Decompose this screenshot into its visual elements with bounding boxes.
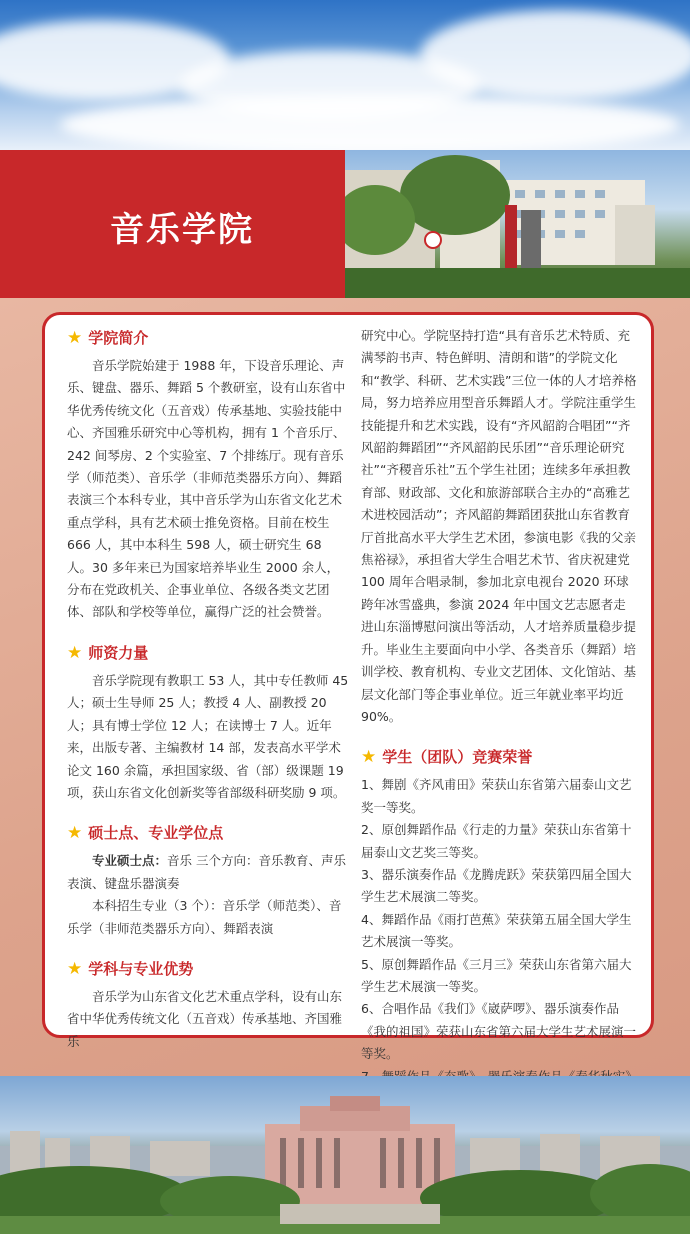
campus-panorama-photo — [0, 1076, 690, 1234]
section-title-advantages: ★ 学科与专业优势 — [67, 958, 194, 979]
campus-building-photo — [345, 150, 690, 298]
faculty-text: 音乐学院现有教职工 53 人，其中专任教师 45 人；硕士生导师 25 人；教授 4 人、副教授 20 人；具有博士学位 12 人；在读博士 7 人。近年来，出版专著、主编教材 14 部，发表高水平学术论文 160 余篇，承担国家级、省（部）级课题 19 项，获山东省文化创新奖等省部级科研奖励 9 项。 — [67, 672, 349, 800]
honor-item: 4、舞蹈作品《雨打芭蕉》荣获第五届全国大学生艺术展演一等奖。 — [361, 911, 632, 950]
advantages-text-right: 研究中心。学院坚持打造“具有音乐艺术特质、充满琴韵书声、特色鲜明、清朗和谐”的学院文化和“教学、科研、艺术实践”三位一体的人才培养格局，努力培养应用型音乐舞蹈人才。学院注重学生技能提升和艺术实践，设有“齐风韶韵合唱团”“齐风韶韵舞蹈团”“齐风韶韵民乐团”“音乐理论研究社”“齐稷音乐社”五个学生社团；连续多年承担教育部、财政部、文化和旅游部联合主办的“高雅艺术进校园活动”；齐风韶韵舞蹈团获批山东省教育厅首批高水平大学生艺术团，参演电影《我的父亲焦裕禄》，承担省大学生合唱艺术节、省庆祝建党 100 周年合唱录制，参加北京电视台 2020 环球跨年冰雪盛典，参演 2024 年中国文艺志愿者走进山东淄博慰问演出等活动，人才培养质量稳步提升。毕业生主要面向中小学、各类音乐（舞蹈）培训学校、教育机构、专业文艺团体、文化馆站、基层文化部门等企事业单位。近三年就业率平均近 90%。 — [361, 328, 637, 724]
master-degree-text — [67, 850, 349, 895]
star-icon: ★ — [67, 642, 83, 663]
star-icon: ★ — [67, 327, 83, 348]
section-title-honors: ★ 学生（团队）竞赛荣誉 — [361, 747, 533, 768]
undergrad-text: 本科招生专业（3 个）：音乐学（师范类）、音乐学（非师范类器乐方向）、舞蹈表演 — [67, 898, 342, 936]
star-icon: ★ — [361, 747, 377, 768]
star-icon: ★ — [67, 823, 83, 844]
section-title-degrees: ★ 硕士点、专业学位点 — [67, 823, 224, 844]
campus-panorama-illustration — [0, 1076, 690, 1234]
campus-building-illustration — [345, 150, 690, 298]
title-banner — [0, 150, 345, 298]
honor-item: 5、原创舞蹈作品《三月三》荣获山东省第六届大学生艺术展演一等奖。 — [361, 956, 632, 994]
star-icon: ★ — [67, 958, 83, 979]
page-title: 音乐学院 — [110, 210, 254, 250]
master-label: 专业硕士点： — [92, 853, 168, 869]
honor-item: 3、器乐演奏作品《龙腾虎跃》荣获第四届全国大学生艺术展演二等奖。 — [361, 866, 632, 905]
section-title-intro: ★ 学院简介 — [67, 327, 149, 348]
honor-item: 2、原创舞蹈作品《行走的力量》荣获山东省第十届泰山文艺奖三等奖。 — [361, 822, 632, 860]
content-card — [42, 312, 654, 1062]
sky-header-image — [0, 0, 690, 150]
intro-text: 音乐学院始建于 1988 年，下设音乐理论、声乐、键盘、器乐、舞蹈 5 个教研室，设有山东省中华优秀传统文化（五音戏）传承基地、实验技能中心、齐国雅乐研究中心等机构，拥有 1 个音乐厅、242 间琴房、2 个实验室、7 个排练厅。现有音乐学（师范类）、音乐学（非师范类器乐方向）、舞蹈表演三个本科专业，其中音乐学为山东省文化艺术重点学科，具有艺术硕士推免资格。目前在校生 666 人，其中本科生 598 人，硕士研究生 68 人。30 多年来已为国家培养毕业生 2000 余人，分布在党政机关、企事业单位、各级各类文艺团体、部队和学校等单位，赢得广泛的社会赞誉。 — [67, 358, 346, 620]
right-column — [361, 325, 637, 1110]
honor-item: 1、舞剧《齐风甫田》荣获山东省第六届泰山文艺奖一等奖。 — [361, 777, 632, 815]
honor-item: 6、合唱作品《我们》《崴萨啰》、器乐演奏作品《我的祖国》荣获山东省第六届大学生艺术展演一等奖。 — [361, 1001, 637, 1062]
advantages-text-left: 音乐学为山东省文化艺术重点学科，设有山东省中华优秀传统文化（五音戏）传承基地、齐国雅乐 — [67, 988, 343, 1049]
left-column — [67, 325, 349, 1053]
master-value: 音乐 三个方向：音乐教育、声乐表演、键盘乐器演奏 — [67, 853, 346, 891]
section-title-faculty: ★ 师资力量 — [67, 642, 149, 663]
